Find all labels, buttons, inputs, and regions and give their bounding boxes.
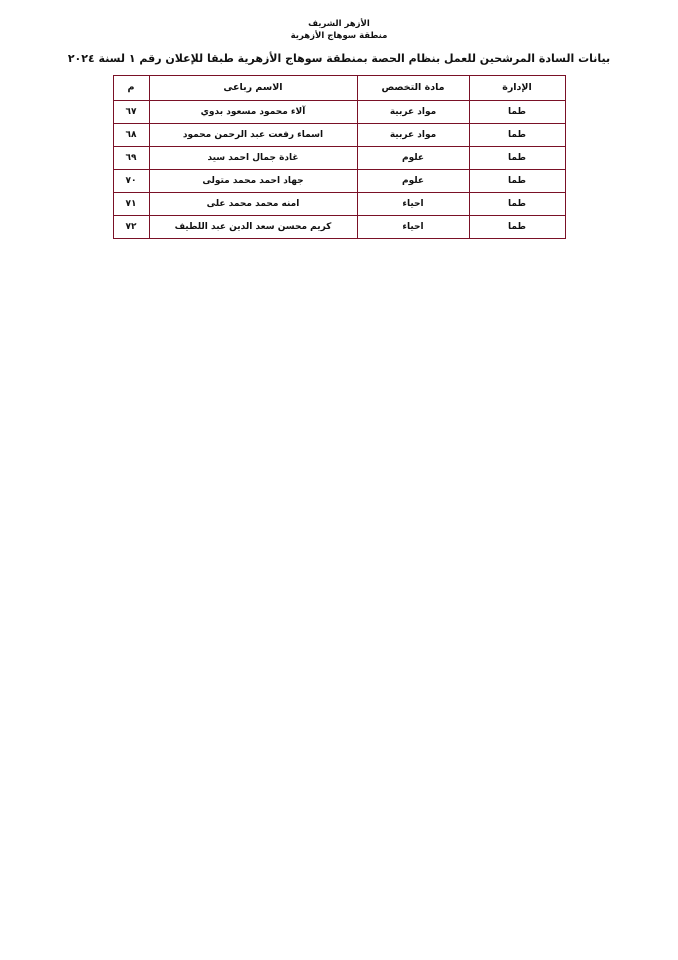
cell-subject: مواد عربية <box>357 100 469 123</box>
cell-admin: طما <box>469 100 565 123</box>
table-row <box>113 100 565 123</box>
cell-subject: علوم <box>357 169 469 192</box>
cell-name: غادة جمال احمد سيد <box>149 146 357 169</box>
cell-no: ٦٨ <box>113 123 149 146</box>
letterhead <box>56 18 622 43</box>
candidates-table <box>113 75 566 239</box>
table-row <box>113 123 565 146</box>
table-row <box>113 146 565 169</box>
table-body <box>113 100 565 238</box>
cell-name: امنه محمد محمد على <box>149 192 357 215</box>
column-header-no: م <box>113 75 149 100</box>
cell-subject: علوم <box>357 146 469 169</box>
table-row <box>113 215 565 238</box>
table-header <box>113 75 565 100</box>
cell-subject: احياء <box>357 192 469 215</box>
cell-name: كريم محسن سعد الدين عبد اللطيف <box>149 215 357 238</box>
cell-admin: طما <box>469 192 565 215</box>
cell-admin: طما <box>469 146 565 169</box>
cell-no: ٦٧ <box>113 100 149 123</box>
cell-admin: طما <box>469 215 565 238</box>
cell-admin: طما <box>469 123 565 146</box>
table-row <box>113 169 565 192</box>
column-header-name: الاسم رباعى <box>149 75 357 100</box>
table-row <box>113 192 565 215</box>
cell-name: اسماء رفعت عبد الرحمن محمود <box>149 123 357 146</box>
cell-no: ٧٠ <box>113 169 149 192</box>
cell-admin: طما <box>469 169 565 192</box>
cell-name: جهاد احمد محمد متولى <box>149 169 357 192</box>
letterhead-line-2: منطقة سوهاج الأزهرية <box>290 31 388 42</box>
page-title: بيانات السادة المرشحين للعمل بنظام الحصة بمنطقة سوهاج الأزهرية طبقا للإعلان رقم ١ لسنة ٢٠٢٤ <box>67 51 611 65</box>
table-header-row <box>113 75 565 100</box>
column-header-admin: الإدارة <box>469 75 565 100</box>
cell-no: ٧١ <box>113 192 149 215</box>
cell-no: ٦٩ <box>113 146 149 169</box>
cell-name: آلاء محمود مسعود بدوي <box>149 100 357 123</box>
letterhead-line-1: الأزهر الشريف <box>308 19 370 29</box>
cell-subject: مواد عربية <box>357 123 469 146</box>
cell-no: ٧٢ <box>113 215 149 238</box>
column-header-subject: مادة التخصص <box>357 75 469 100</box>
cell-subject: احياء <box>357 215 469 238</box>
